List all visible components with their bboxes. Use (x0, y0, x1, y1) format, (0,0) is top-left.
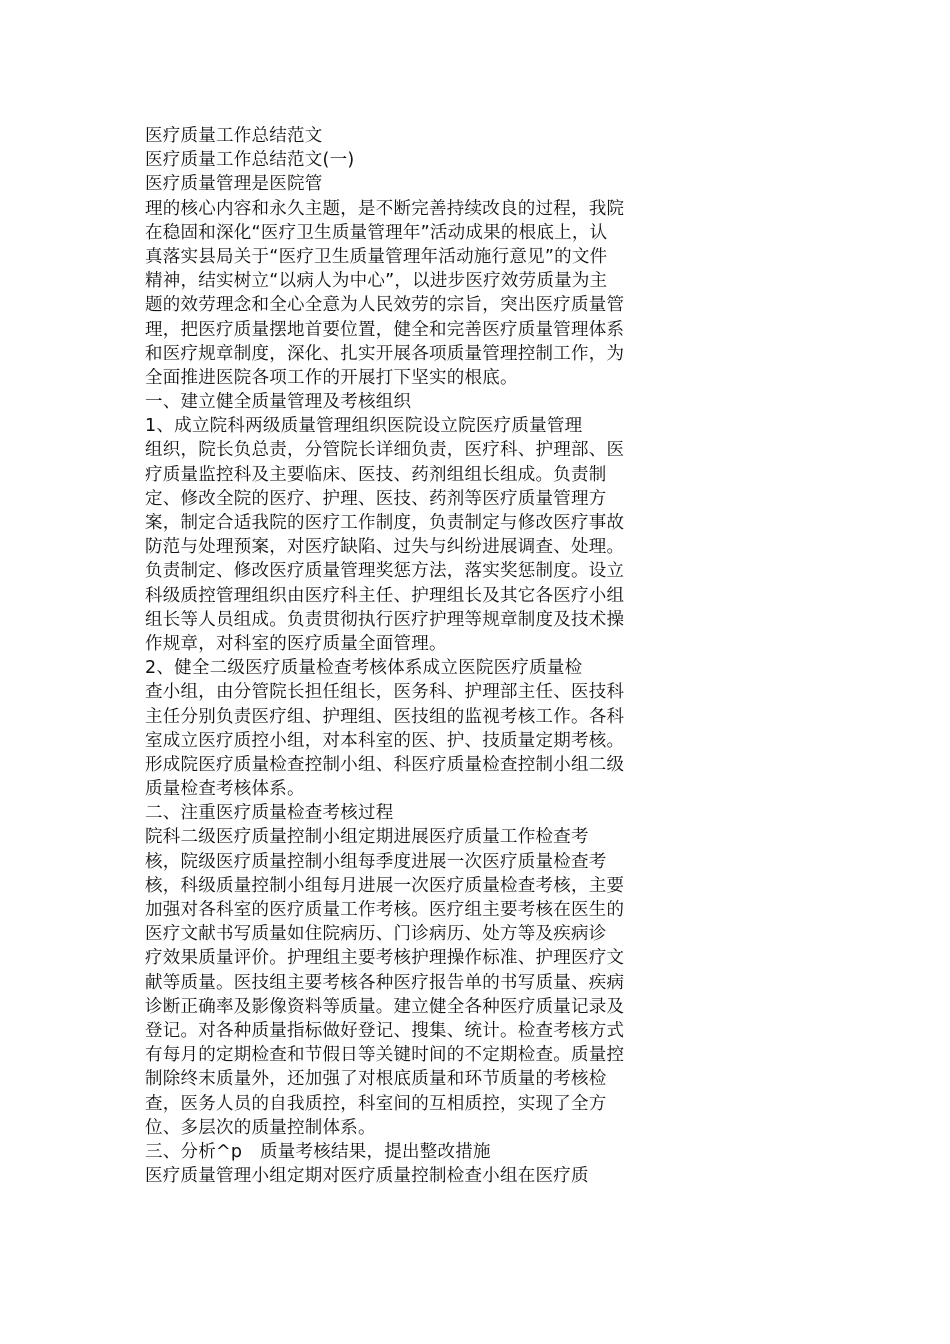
text-line: 院科二级医疗质量控制小组定期进展医疗质量工作检查考 (145, 827, 589, 848)
text-line: 真落实县局关于“医疗卫生质量管理年活动施行意见”的文件 (145, 246, 608, 267)
document-body (145, 124, 675, 1188)
text-line: 题的效劳理念和全心全意为人民效劳的宗旨，突出医疗质量管 (145, 295, 625, 316)
subsection-heading: 2、健全二级医疗质量检查考核体系成立医院医疗质量检 (145, 658, 583, 679)
text-line: 案，制定合适我院的医疗工作制度，负责制定与修改医疗事故 (145, 513, 625, 533)
section-heading: 一、建立健全质量管理及考核组织 (145, 392, 412, 413)
text-line: 理的核心内容和永久主题，是不断完善持续改良的过程，我院 (145, 198, 625, 219)
text-line: 查小组，由分管院长担任组长，医务科、护理部主任、医技科 (145, 682, 625, 703)
text-line: 制除终末质量外，还加强了对根底质量和环节质量的考核检 (145, 1069, 607, 1090)
text-line: 负责制定、修改医疗质量管理奖惩方法，落实奖惩制度。设立 (145, 561, 625, 582)
text-line: 医疗质量管理是医院管 (145, 174, 323, 195)
text-line: 形成院医疗质量检查控制小组、科医疗质量检查控制小组二级 (145, 754, 625, 775)
text-line: 精神，结实树立“以病人为中心”，以进步医疗效劳质量为主 (145, 271, 608, 292)
document-subtitle: 医疗质量工作总结范文(一) (145, 150, 355, 171)
section-heading: 二、注重医疗质量检查考核过程 (145, 803, 394, 824)
text-line: 组织，院长负总责，分管院长详细负责，医疗科、护理部、医 (145, 440, 625, 461)
text-line: 科级质控管理组织由医疗科主任、护理组长及其它各医疗小组 (145, 585, 625, 606)
text-line: 作规章，对科室的医疗质量全面管理。 (145, 633, 447, 654)
section-heading: 三、分析^p 质量考核结果，提出整改措施 (145, 1141, 491, 1162)
text-line: 主任分别负责医疗组、护理组、医技组的监视考核工作。各科 (145, 706, 625, 727)
text-line: 献等质量。医技组主要考核各种医疗报告单的书写质量、疾病 (145, 972, 625, 993)
text-line: 室成立医疗质控小组，对本科室的医、护、技质量定期考核。 (145, 730, 625, 751)
text-line: 在稳固和深化“医疗卫生质量管理年”活动成果的根底上，认 (145, 222, 608, 243)
text-line: 位、多层次的质量控制体系。 (145, 1117, 376, 1138)
text-line: 定、修改全院的医疗、护理、医技、药剂等医疗质量管理方 (145, 488, 607, 509)
text-line: 登记。对各种质量指标做好登记、搜集、统计。检查考核方式 (145, 1020, 625, 1041)
text-line: 疗质量监控科及主要临床、医技、药剂组组长组成。负责制 (145, 464, 607, 485)
text-line: 诊断正确率及影像资料等质量。建立健全各种医疗质量记录及 (145, 996, 625, 1017)
text-line: 疗效果质量评价。护理组主要考核护理操作标准、护理医疗文 (145, 948, 625, 969)
text-line: 医疗质量管理小组定期对医疗质量控制检查小组在医疗质 (145, 1166, 589, 1187)
text-line: 加强对各科室的医疗质量工作考核。医疗组主要考核在医生的 (145, 900, 625, 920)
text-line: 有每月的定期检查和节假日等关键时间的不定期检查。质量控 (145, 1045, 625, 1066)
text-line: 全面推进医院各项工作的开展打下坚实的根底。 (145, 367, 518, 388)
text-line: 质量检查考核体系。 (145, 779, 305, 800)
text-line: 核，科级质量控制小组每月进展一次医疗质量检查考核，主要 (145, 875, 625, 896)
text-line: 和医疗规章制度，深化、扎实开展各项质量管理控制工作，为 (145, 343, 625, 364)
text-line: 查，医务人员的自我质控，科室间的互相质控，实现了全方 (145, 1093, 607, 1114)
text-line: 医疗文献书写质量如住院病历、门诊病历、处方等及疾病诊 (145, 924, 607, 945)
text-line: 组长等人员组成。负责贯彻执行医疗护理等规章制度及技术操 (145, 609, 625, 630)
subsection-heading: 1、成立院科两级质量管理组织医院设立院医疗质量管理 (145, 416, 583, 437)
text-line: 理，把医疗质量摆地首要位置，健全和完善医疗质量管理体系 (145, 319, 625, 340)
text-line: 核，院级医疗质量控制小组每季度进展一次医疗质量检查考 (145, 851, 607, 872)
document-title: 医疗质量工作总结范文 (145, 126, 323, 146)
text-line: 防范与处理预案，对医疗缺陷、过失与纠纷进展调查、处理。 (145, 537, 625, 558)
